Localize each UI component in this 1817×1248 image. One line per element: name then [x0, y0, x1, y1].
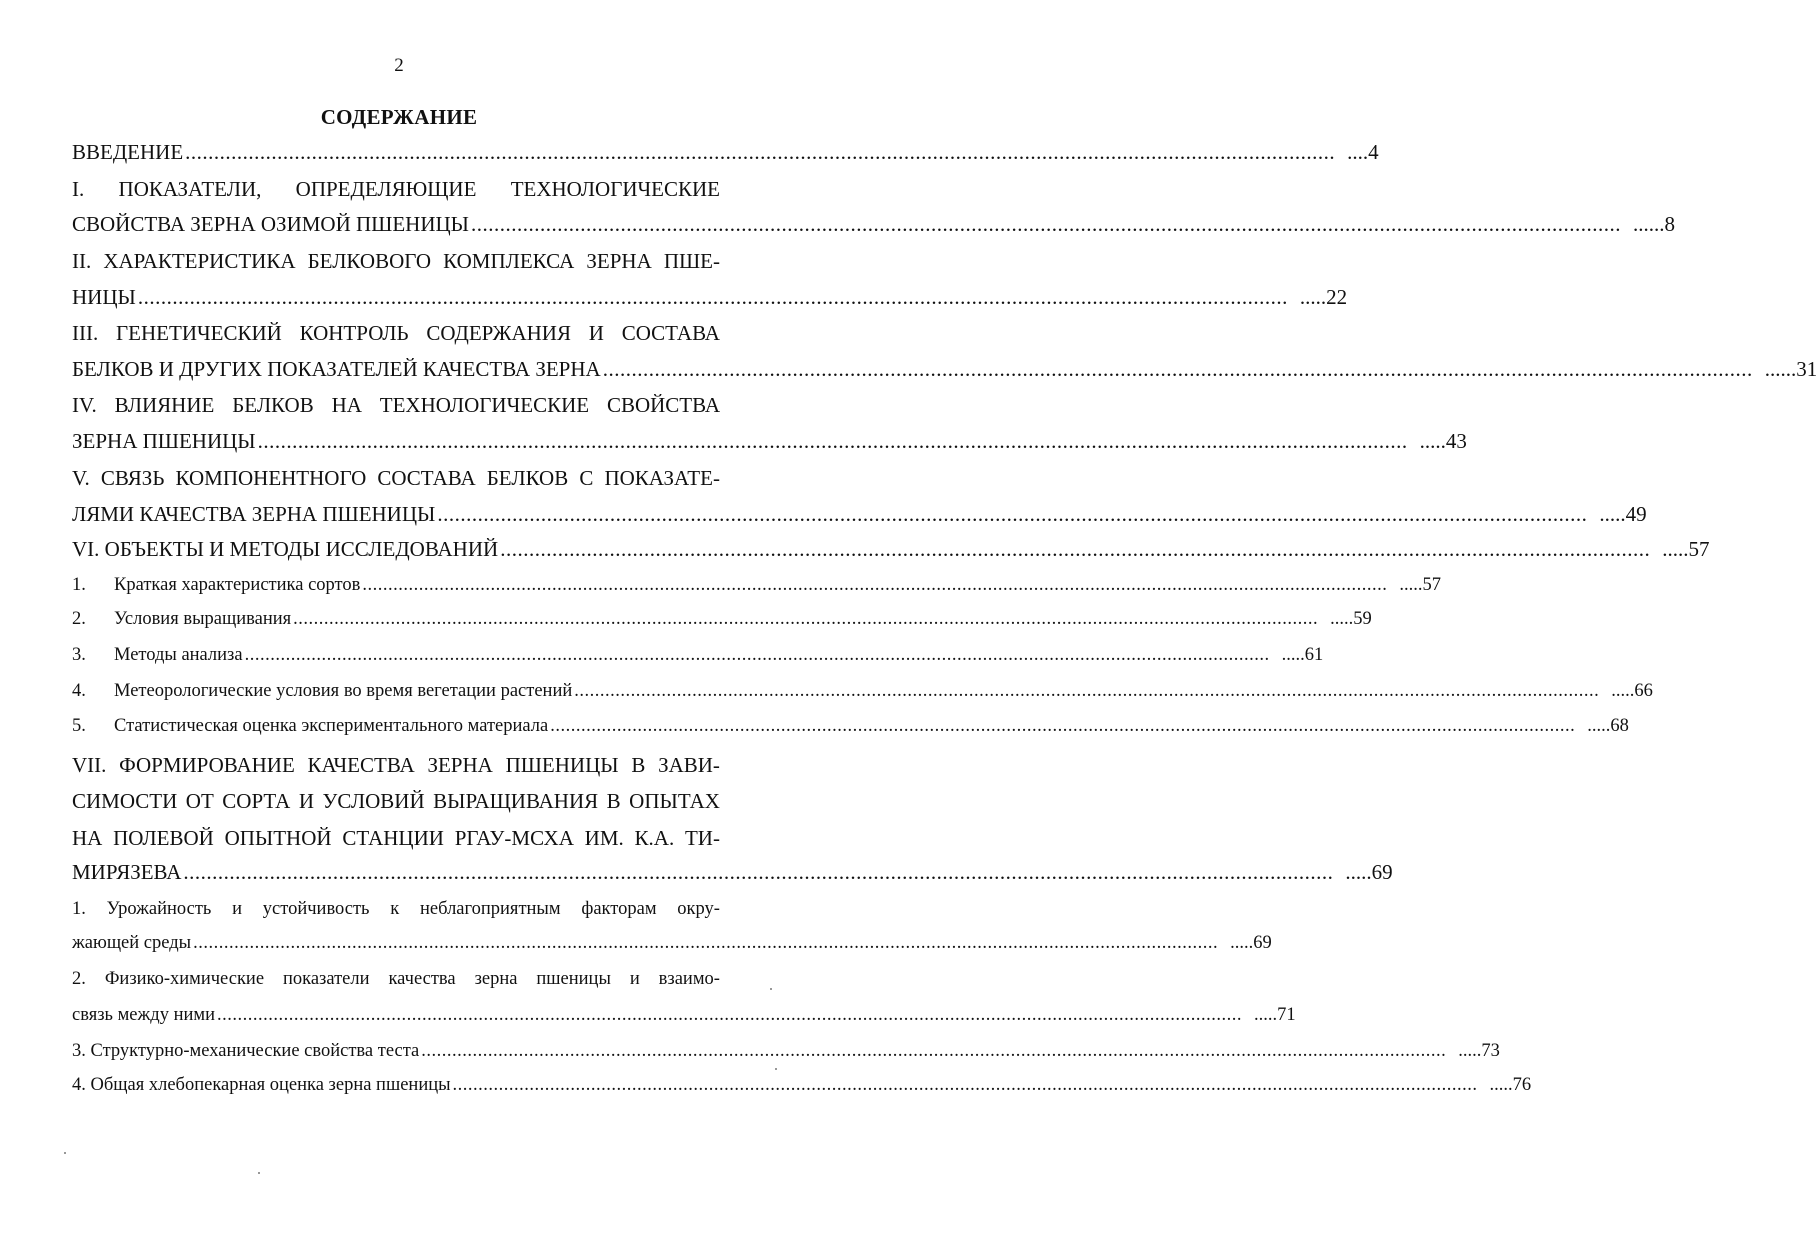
page-title: СОДЕРЖАНИЕ: [320, 105, 478, 129]
toc-subentry-7-4: [72, 1075, 1532, 1107]
toc-entry-chapter-2-line-2: [72, 285, 1348, 317]
dot-leader: ........................................................................................................................................................................................................: [185, 140, 1336, 164]
toc-word: неблагоприятным: [420, 899, 561, 919]
toc-entry-text: Метеорологические условия во время вегетации растений: [114, 681, 573, 701]
toc-word: В: [606, 789, 621, 813]
toc-entry-chapter-7-line-1: [72, 753, 720, 785]
toc-word: 1.: [72, 899, 86, 919]
toc-entry-page: .....69: [1230, 933, 1272, 953]
dot-leader: ........................................................................................................................................................................................................: [137, 285, 1288, 309]
toc-entry-text: ВВЕДЕНИЕ: [72, 140, 184, 164]
toc-word: взаимо-: [658, 969, 720, 989]
toc-entry-chapter-1-line-1: [72, 177, 720, 209]
toc-subentry-number: 5.: [72, 716, 86, 736]
page-number: 2: [394, 55, 404, 76]
toc-entry-page: ....4: [1347, 140, 1379, 164]
toc-entry-text: Условия выращивания: [114, 609, 292, 629]
toc-entry-chapter-6: [72, 537, 1710, 569]
toc-word: СОСТАВА: [621, 321, 720, 345]
toc-entry-introduction: [72, 140, 1379, 172]
toc-word: КАЧЕСТВА: [307, 753, 415, 777]
toc-entry-page: .....59: [1330, 609, 1372, 629]
scan-speck: [770, 988, 772, 990]
toc-word: ФОРМИРОВАНИЕ: [119, 753, 295, 777]
toc-word: И: [298, 789, 315, 813]
toc-word: ПОЛЕВОЙ: [113, 826, 214, 850]
toc-entry-chapter-4-line-1: [72, 393, 720, 425]
toc-word: пшеницы: [536, 969, 611, 989]
dot-leader: ........................................................................................................................................................................................................: [470, 212, 1621, 236]
toc-entry-chapter-1-line-2: [72, 212, 1675, 244]
toc-word: ОПЫТНОЙ: [224, 826, 332, 850]
toc-entry-page: .....71: [1253, 1005, 1296, 1025]
toc-subentry-number: 3.: [72, 645, 86, 665]
toc-entry-text: 4. Общая хлебопекарная оценка зерна пшеницы: [72, 1075, 451, 1095]
toc-word: К.А.: [634, 826, 675, 850]
toc-subentry-7-2-line-2: [72, 1005, 1296, 1037]
toc-word: УСЛОВИЙ: [322, 789, 425, 813]
toc-entry-page: .....49: [1599, 502, 1647, 526]
toc-word: І.: [72, 177, 85, 201]
toc-word: ИМ.: [584, 826, 624, 850]
toc-word: ТЕХНОЛОГИЧЕСКИЕ: [379, 393, 590, 417]
toc-entry-chapter-5-line-1: [72, 466, 720, 498]
toc-subentry-7-2-line-1: [72, 969, 720, 1001]
dot-leader: ........................................................................................................................................................................................................: [550, 716, 1576, 736]
toc-entry-text: НИЦЫ: [72, 285, 136, 309]
toc-word: ОТ: [185, 789, 214, 813]
toc-entry-text: БЕЛКОВ И ДРУГИХ ПОКАЗАТЕЛЕЙ КАЧЕСТВА ЗЕРНА: [72, 357, 601, 381]
dot-leader: ........................................................................................................................................................................................................: [437, 502, 1588, 526]
toc-word: показатели: [282, 969, 370, 989]
toc-word: ВЫРАЩИВАНИЯ: [433, 789, 599, 813]
dot-leader: ........................................................................................................................................................................................................: [574, 681, 1600, 701]
toc-word: БЕЛКОВ: [232, 393, 314, 417]
toc-word: зерна: [474, 969, 518, 989]
toc-entry-page: .....73: [1458, 1041, 1500, 1061]
toc-entry-page: .....57: [1399, 575, 1441, 595]
toc-entry-text: Статистическая оценка экспериментального материала: [114, 716, 549, 736]
toc-subentry: [72, 609, 1372, 641]
toc-entry-page: ......8: [1632, 212, 1675, 236]
toc-word: ТЕХНОЛОГИЧЕСКИЕ: [510, 177, 720, 201]
dot-leader: ........................................................................................................................................................................................................: [500, 537, 1651, 561]
toc-word: И: [588, 321, 604, 345]
toc-entry-text: ЗЕРНА ПШЕНИЦЫ: [72, 429, 256, 453]
toc-entry-page: .....68: [1587, 716, 1629, 736]
dot-leader: ........................................................................................................................................................................................................: [293, 609, 1319, 629]
toc-word: СОРТА: [222, 789, 291, 813]
toc-word: БЕЛКОВ: [486, 466, 569, 490]
toc-word: качества: [388, 969, 456, 989]
scan-speck: [64, 1152, 66, 1154]
toc-word: и: [232, 899, 243, 919]
toc-word: к: [390, 899, 400, 919]
toc-subentry: [72, 645, 1324, 677]
toc-entry-chapter-4-line-2: [72, 429, 1467, 461]
toc-word: НА: [72, 826, 103, 850]
toc-word: СВОЙСТВА: [606, 393, 720, 417]
toc-word: СОСТАВА: [377, 466, 476, 490]
toc-word: СОДЕРЖАНИЯ: [426, 321, 571, 345]
toc-word: ПШЕНИЦЫ: [505, 753, 619, 777]
toc-word: ОПРЕДЕЛЯЮЩИЕ: [295, 177, 477, 201]
toc-word: Урожайность: [106, 899, 212, 919]
toc-word: ВЛИЯНИЕ: [114, 393, 215, 417]
toc-entry-chapter-3-line-1: [72, 321, 720, 353]
toc-entry-text: Методы анализа: [114, 645, 243, 665]
toc-entry-page: ......31: [1764, 357, 1817, 381]
dot-leader: ........................................................................................................................................................................................................: [362, 575, 1388, 595]
toc-word: факторам: [581, 899, 657, 919]
toc-entry-text: СВОЙСТВА ЗЕРНА ОЗИМОЙ ПШЕНИЦЫ: [72, 212, 469, 236]
toc-word: и: [629, 969, 640, 989]
toc-subentry-number: 1.: [72, 575, 86, 595]
toc-entry-chapter-3-line-2: [72, 357, 1817, 389]
toc-word: В: [631, 753, 646, 777]
toc-word: V.: [72, 466, 90, 490]
toc-word: ХАРАКТЕРИСТИКА: [103, 249, 296, 273]
toc-word: ПОКАЗАТЕЛИ,: [118, 177, 262, 201]
toc-entry-chapter-2-line-1: [72, 249, 720, 281]
toc-entry-page: .....43: [1419, 429, 1467, 453]
toc-word: II.: [72, 249, 92, 273]
toc-subentry-number: 2.: [72, 609, 86, 629]
toc-subentry: [72, 716, 1629, 748]
toc-word: ГЕНЕТИЧЕСКИЙ: [116, 321, 282, 345]
toc-entry-text: ЛЯМИ КАЧЕСТВА ЗЕРНА ПШЕНИЦЫ: [72, 502, 436, 526]
toc-entry-page: .....22: [1299, 285, 1348, 309]
toc-subentry-7-1-line-2: [72, 933, 1272, 965]
toc-word: ЗЕРНА: [427, 753, 493, 777]
dot-leader: ........................................................................................................................................................................................................: [452, 1075, 1478, 1095]
toc-entry-text: жающей среды: [72, 933, 192, 953]
toc-subentry: [72, 681, 1653, 713]
toc-word: БЕЛКОВОГО: [307, 249, 432, 273]
toc-word: КОНТРОЛЬ: [299, 321, 409, 345]
dot-leader: ........................................................................................................................................................................................................: [257, 429, 1408, 453]
toc-entry-text: VI. ОБЪЕКТЫ И МЕТОДЫ ИССЛЕДОВАНИЙ: [72, 537, 499, 561]
dot-leader: ........................................................................................................................................................................................................: [216, 1005, 1242, 1025]
toc-word: С: [579, 466, 594, 490]
scan-speck: [775, 1068, 777, 1070]
dot-leader: ........................................................................................................................................................................................................: [244, 645, 1270, 665]
toc-word: ПШЕ-: [663, 249, 720, 273]
dot-leader: ........................................................................................................................................................................................................: [193, 933, 1219, 953]
toc-subentry-7-1-line-1: [72, 899, 720, 931]
toc-word: ОПЫТАХ: [629, 789, 720, 813]
toc-word: СИМОСТИ: [72, 789, 178, 813]
scan-speck: [258, 1172, 260, 1174]
toc-word: НА: [331, 393, 362, 417]
toc-word: СВЯЗЬ: [100, 466, 165, 490]
toc-word: РГАУ-МСХА: [454, 826, 574, 850]
toc-word: ТИ-: [684, 826, 720, 850]
toc-word: III.: [72, 321, 99, 345]
toc-entry-page: .....76: [1489, 1075, 1532, 1095]
toc-word: ЗАВИ-: [658, 753, 720, 777]
toc-word: КОМПЛЕКСА: [443, 249, 575, 273]
toc-entry-text: МИРЯЗЕВА: [72, 860, 182, 884]
toc-subentry: [72, 575, 1441, 607]
toc-subentry-7-3: [72, 1041, 1500, 1073]
dot-leader: ........................................................................................................................................................................................................: [602, 357, 1753, 381]
toc-entry-chapter-5-line-2: [72, 502, 1647, 534]
toc-entry-chapter-7-line-2: [72, 789, 720, 821]
toc-entry-text: связь между ними: [72, 1005, 215, 1025]
toc-subentry-number: 4.: [72, 681, 86, 701]
dot-leader: ........................................................................................................................................................................................................: [421, 1041, 1447, 1061]
toc-word: КОМПОНЕНТНОГО: [175, 466, 367, 490]
toc-entry-page: .....57: [1662, 537, 1710, 561]
toc-word: устойчивость: [262, 899, 370, 919]
toc-word: ЗЕРНА: [586, 249, 652, 273]
toc-word: окру-: [677, 899, 720, 919]
toc-entry-page: .....69: [1345, 860, 1393, 884]
toc-entry-chapter-7-line-4: [72, 860, 1393, 892]
toc-entry-text: 3. Структурно-механические свойства теста: [72, 1041, 420, 1061]
dot-leader: ........................................................................................................................................................................................................: [183, 860, 1334, 884]
toc-word: ПОКАЗАТЕ-: [604, 466, 720, 490]
toc-word: IV.: [72, 393, 97, 417]
toc-entry-text: Краткая характеристика сортов: [114, 575, 361, 595]
toc-entry-page: .....61: [1281, 645, 1324, 665]
toc-word: 2.: [72, 969, 86, 989]
toc-word: VII.: [72, 753, 107, 777]
toc-word: СТАНЦИИ: [342, 826, 444, 850]
toc-entry-page: .....66: [1611, 681, 1653, 701]
toc-word: Физико-химические: [104, 969, 265, 989]
toc-entry-chapter-7-line-3: [72, 826, 720, 858]
